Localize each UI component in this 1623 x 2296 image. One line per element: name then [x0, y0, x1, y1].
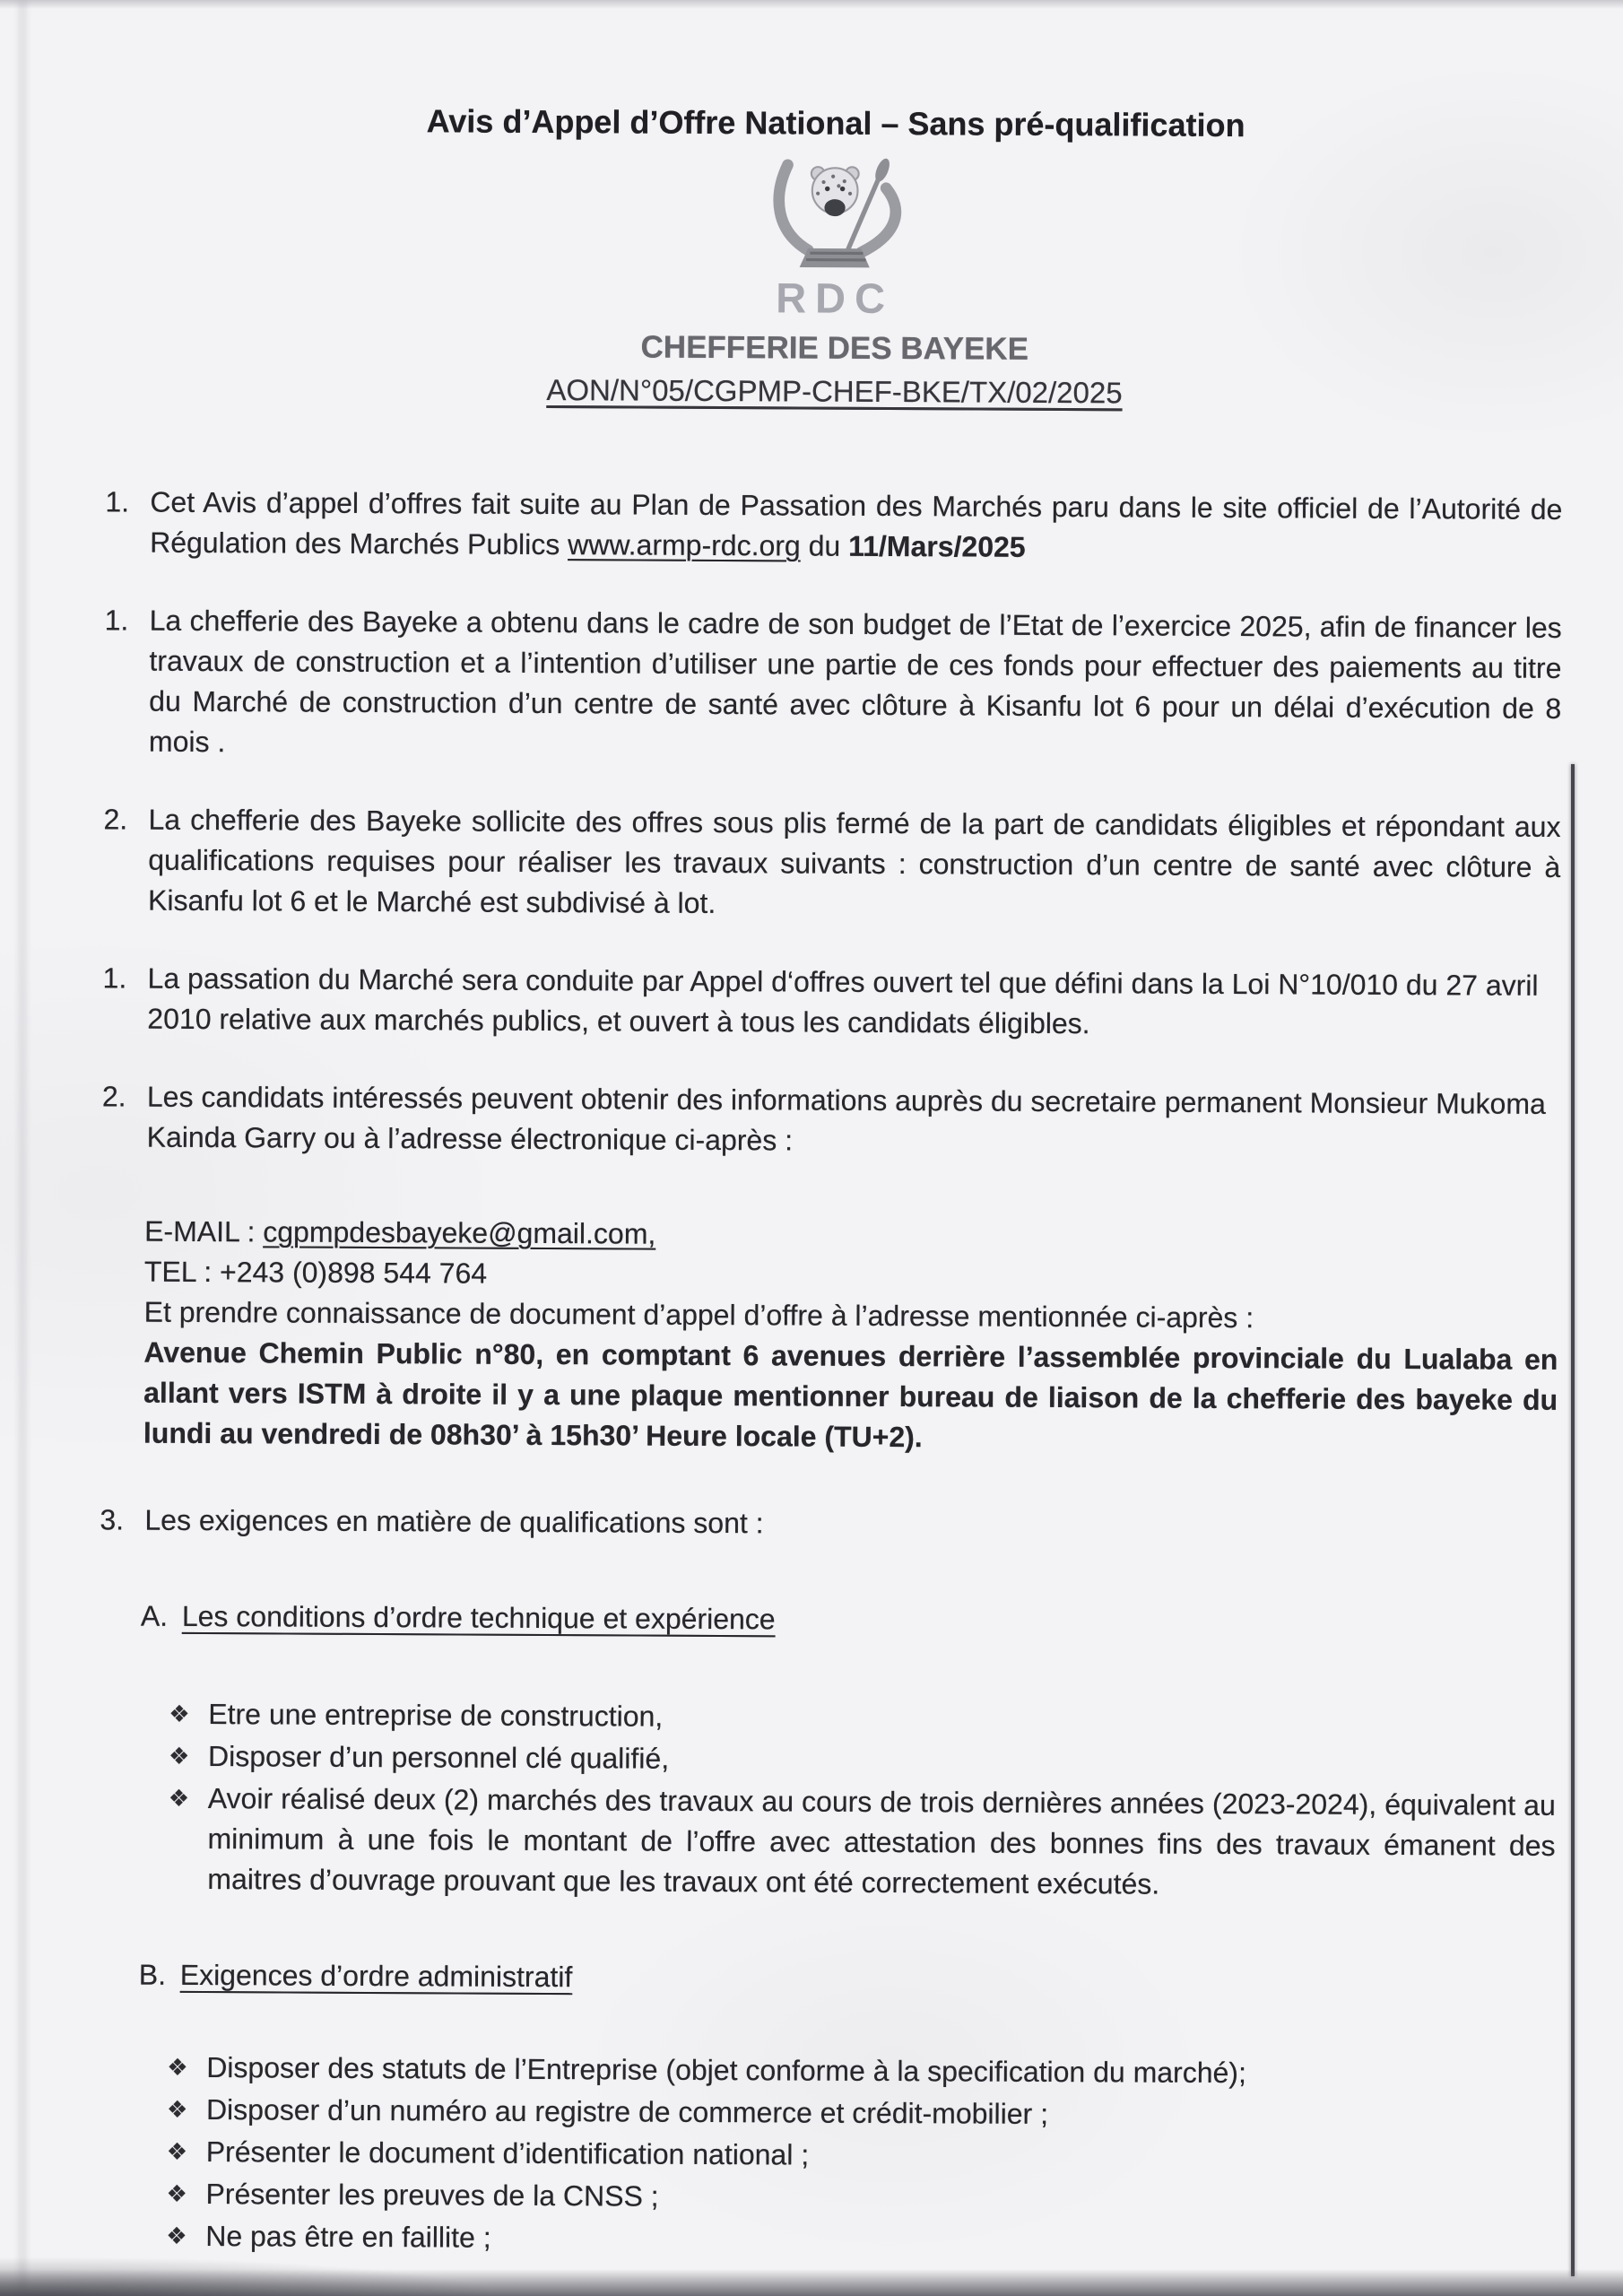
text-content: Les conditions d’ordre technique et expérience	[181, 1599, 776, 1636]
bullet-icon: ❖	[166, 2179, 187, 2207]
text-content: Disposer d’un numéro au registre de commerce et crédit-mobilier ;	[205, 2093, 1049, 2130]
text-content: Cet Avis d’appel d’offres fait suite au Plan de Passation des Marchés paru dans le site officiel de l’Autorité de Régulation des Marchés Publics www.armp-rdc.org du 11/Mars/2025	[150, 485, 1563, 563]
document-body	[96, 482, 1562, 2263]
paragraph	[103, 799, 1561, 928]
bullet-item	[97, 2047, 1554, 2095]
text-content: Ne pas être en faillite ;	[205, 2220, 491, 2254]
list-marker: 1.	[102, 961, 127, 995]
scan-edge-bottom	[0, 2269, 1623, 2296]
bullet-icon: ❖	[168, 1784, 190, 1812]
document-reference: AON/N°05/CGPMP-CHEF-BKE/TX/02/2025	[546, 372, 1123, 410]
text-content: Disposer des statuts de l’Entreprise (objet conforme à la specification du marché);	[206, 2051, 1246, 2090]
bullet-icon: ❖	[166, 2222, 187, 2249]
page-title: Avis d’Appel d’Offre National – Sans pré-qualification	[426, 102, 1245, 144]
contact-line	[100, 1332, 1558, 1461]
text-content: La chefferie des Bayeke a obtenu dans le cadre de son budget de l’Etat de l’exercice 2025, afin de financer les travaux de construction et a l’intention d’utiliser une partie de ces fonds pour effectuer des paiements au titre du Marché de construction d’un centre de santé avec clôture à Kisanfu lot 6 pour un délai d’exécution de 8 mois .	[148, 604, 1562, 759]
text-content: E-MAIL : cgpmpdesbayeke@gmail.com,	[144, 1214, 656, 1250]
list-marker: B.	[138, 1958, 167, 1991]
text-content: Présenter les preuves de la CNSS ;	[205, 2178, 659, 2213]
text-content: Présenter le document d’identification national ;	[205, 2135, 810, 2171]
text-content: Et prendre connaissance de document d’appel d’offre à l’adresse mentionnée ci-après :	[143, 1295, 1254, 1335]
section-heading	[98, 1954, 1555, 2003]
rdc-label: RDC	[776, 274, 895, 323]
text-content: Avenue Chemin Public n°80, en comptant 6 avenues derrière l’assemblée provinciale du Lualaba en allant vers ISTM à droite il y a une plaque mentionner bureau de liaison de la chefferie des bayeke du lundi au vendredi de 08h30’ à 15h30’ Heure locale (TU+2).	[143, 1335, 1558, 1454]
list-marker: 1.	[105, 485, 130, 518]
list-marker: A.	[140, 1599, 169, 1632]
list-marker: 2.	[103, 803, 128, 836]
list-marker: 2.	[101, 1080, 126, 1113]
bullet-item	[99, 1735, 1556, 1784]
text-content: Etre une entreprise de construction,	[208, 1698, 664, 1733]
organization-name: CHEFFERIE DES BAYEKE	[640, 329, 1029, 367]
bullet-item	[99, 1693, 1556, 1742]
bullet-item	[98, 1778, 1556, 1907]
bullet-icon: ❖	[166, 2137, 188, 2165]
text-content: La chefferie des Bayeke sollicite des offres sous plis fermé de la part de candidats éligibles et répondant aux qualifications requises pour réaliser les travaux suivants : construction d’un centre de santé avec clôture à Kisanfu lot 6 et le Marché est subdivisé à lot.	[147, 803, 1561, 919]
text-content: Les candidats intéressés peuvent obtenir des informations auprès du secretaire permanent Monsieur Mukoma Kainda Garry ou à l’adresse électronique ci-après :	[146, 1080, 1546, 1157]
text-content: Les exigences en matière de qualifications sont :	[144, 1503, 764, 1540]
bullet-item	[97, 2131, 1554, 2179]
bullet-icon: ❖	[168, 1742, 190, 1770]
bullet-icon: ❖	[169, 1700, 190, 1727]
bullet-item	[96, 2173, 1553, 2222]
paragraph	[105, 482, 1562, 570]
text-content: Exigences d’ordre administratif	[179, 1958, 573, 1994]
section-heading	[100, 1596, 1557, 1644]
bullet-item	[97, 2089, 1554, 2137]
text-content: Disposer d’un personnel clé qualifié,	[207, 1740, 670, 1775]
list-marker: 3.	[100, 1503, 125, 1536]
text-content: La passation du Marché sera conduite par Appel d‘offres ouvert tel que défini dans la Loi N°10/010 du 27 avril 2010 relative aux marchés publics, et ouvert à tous les candidats éligibles.	[147, 961, 1539, 1040]
text-content: TEL : +243 (0)898 544 764	[143, 1255, 488, 1290]
paragraph	[104, 600, 1562, 770]
paragraph	[100, 1500, 1557, 1548]
bullet-item	[96, 2215, 1553, 2264]
scan-edge-bottom-left	[0, 2257, 502, 2296]
paragraph	[102, 958, 1559, 1047]
coat-of-arms-icon	[753, 157, 917, 276]
list-marker: 1.	[104, 604, 129, 637]
bullet-icon: ❖	[167, 2053, 188, 2081]
paragraph	[102, 1076, 1559, 1165]
bullet-icon: ❖	[166, 2095, 188, 2123]
text-content: Avoir réalisé deux (2) marchés des travaux au cours de trois dernières années (2023-2024), équivalent au minimum à une fois le montant de l’offre avec attestation des bonnes fins des travaux émanent des maitres d’ouvrage prouvant que les travaux ont été correctement exécutés.	[207, 1782, 1556, 1900]
